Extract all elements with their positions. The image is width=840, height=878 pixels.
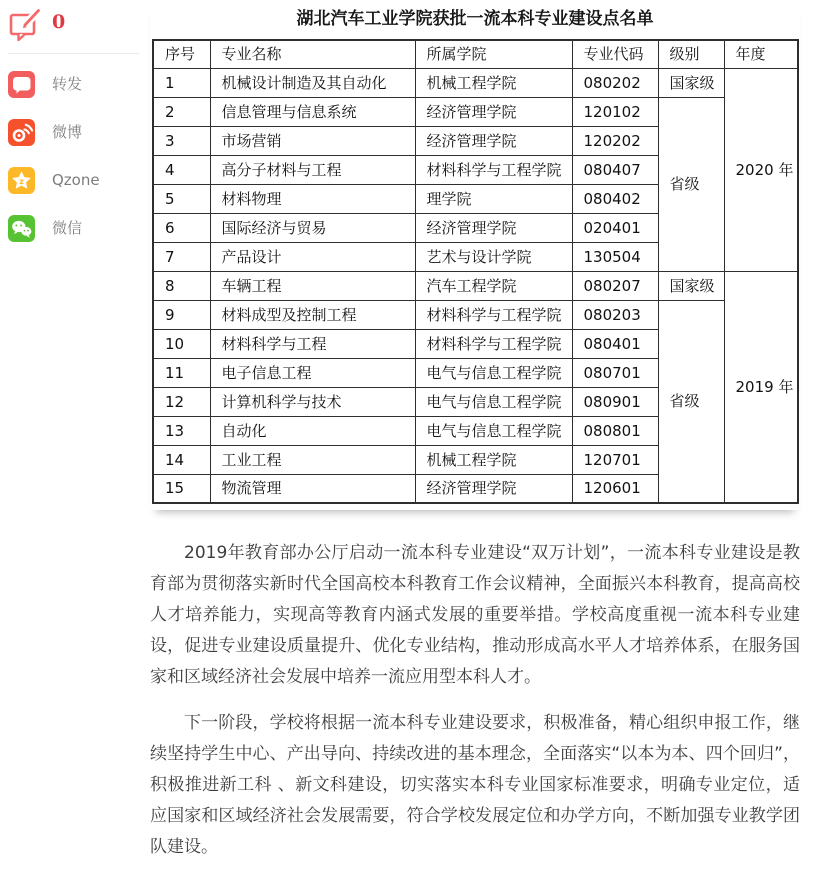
- share-item-qzone[interactable]: [8, 167, 139, 194]
- article-main: [150, 0, 800, 878]
- col-header-college: 所属学院: [415, 40, 572, 68]
- cell-no: 15: [153, 474, 210, 503]
- cell-college: 艺术与设计学院: [415, 242, 572, 271]
- comment-counter[interactable]: [8, 8, 139, 44]
- cell-level: 国家级: [658, 271, 724, 300]
- table-row: [153, 68, 798, 97]
- cell-no: 4: [153, 155, 210, 184]
- comment-count: 0: [52, 11, 66, 33]
- cell-no: 12: [153, 387, 210, 416]
- cell-major: 工业工程: [210, 445, 415, 474]
- cell-code: 080901: [572, 387, 658, 416]
- cell-level: 省级: [658, 300, 724, 503]
- cell-code: 080203: [572, 300, 658, 329]
- cell-no: 7: [153, 242, 210, 271]
- cell-major: 计算机科学与技术: [210, 387, 415, 416]
- compose-comment-icon: [8, 8, 42, 44]
- share-label: Qzone: [52, 171, 100, 189]
- share-item-forward[interactable]: [8, 71, 139, 98]
- cell-college: 材料科学与工程学院: [415, 329, 572, 358]
- cell-major: 电子信息工程: [210, 358, 415, 387]
- cell-major: 材料物理: [210, 184, 415, 213]
- table-row: [153, 271, 798, 300]
- cell-major: 机械设计制造及其自动化: [210, 68, 415, 97]
- cell-no: 11: [153, 358, 210, 387]
- cell-no: 8: [153, 271, 210, 300]
- cell-code: 130504: [572, 242, 658, 271]
- cell-level: 省级: [658, 97, 724, 271]
- cell-major: 信息管理与信息系统: [210, 97, 415, 126]
- cell-no: 6: [153, 213, 210, 242]
- wechat-icon: [8, 215, 35, 242]
- cell-college: 机械工程学院: [415, 445, 572, 474]
- cell-no: 13: [153, 416, 210, 445]
- cell-code: 080801: [572, 416, 658, 445]
- cell-code: 080402: [572, 184, 658, 213]
- cell-college: 经济管理学院: [415, 213, 572, 242]
- cell-college: 理学院: [415, 184, 572, 213]
- cell-college: 经济管理学院: [415, 97, 572, 126]
- share-sidebar: [8, 8, 139, 263]
- article-paragraph: 下一阶段，学校将根据一流本科专业建设要求，积极准备，精心组织申报工作，继续坚持学生中心、产出导向、持续改进的基本理念，全面落实“以本为本、四个回归”，积极推进新工科 、新文科建设，切实落实本科专业国家标准要求，明确专业定位，适应国家和区域经济社会发展需要，符合学校发展定位和办学方向，不断加强专业教学团队建设。: [150, 713, 800, 857]
- cell-code: 080207: [572, 271, 658, 300]
- cell-major: 车辆工程: [210, 271, 415, 300]
- cell-code: 120202: [572, 126, 658, 155]
- cell-college: 电气与信息工程学院: [415, 416, 572, 445]
- share-label: 转发: [52, 75, 83, 93]
- cell-college: 材料科学与工程学院: [415, 300, 572, 329]
- cell-college: 经济管理学院: [415, 474, 572, 503]
- svg-text:z: z: [19, 177, 24, 187]
- cell-code: 120102: [572, 97, 658, 126]
- share-item-weibo[interactable]: [8, 119, 139, 146]
- sidebar-divider: [8, 53, 139, 54]
- cell-college: 材料科学与工程学院: [415, 155, 572, 184]
- cell-major: 市场营销: [210, 126, 415, 155]
- cell-code: 020401: [572, 213, 658, 242]
- majors-table-image: [150, 0, 800, 510]
- share-label: 微信: [52, 219, 83, 237]
- cell-college: 汽车工程学院: [415, 271, 572, 300]
- cell-no: 2: [153, 97, 210, 126]
- col-header-year: 年度: [724, 40, 798, 68]
- table-header-row: [153, 40, 798, 68]
- table-row: [153, 97, 798, 126]
- cell-no: 9: [153, 300, 210, 329]
- cell-major: 自动化: [210, 416, 415, 445]
- cell-no: 1: [153, 68, 210, 97]
- cell-major: 产品设计: [210, 242, 415, 271]
- share-label: 微博: [52, 123, 83, 141]
- cell-major: 国际经济与贸易: [210, 213, 415, 242]
- cell-code: 080701: [572, 358, 658, 387]
- table-title: 湖北汽车工业学院获批一流本科专业建设点名单: [296, 9, 654, 29]
- cell-major: 高分子材料与工程: [210, 155, 415, 184]
- cell-major: 材料成型及控制工程: [210, 300, 415, 329]
- cell-year: 2020 年: [724, 68, 798, 271]
- col-header-level: 级别: [658, 40, 724, 68]
- cell-code: 080407: [572, 155, 658, 184]
- cell-college: 机械工程学院: [415, 68, 572, 97]
- cell-code: 120601: [572, 474, 658, 503]
- col-header-no: 序号: [153, 40, 210, 68]
- table-row: [153, 300, 798, 329]
- cell-code: 080202: [572, 68, 658, 97]
- col-header-code: 专业代码: [572, 40, 658, 68]
- cell-major: 物流管理: [210, 474, 415, 503]
- cell-no: 10: [153, 329, 210, 358]
- article-body: [150, 538, 800, 863]
- cell-level: 国家级: [658, 68, 724, 97]
- article-paragraph: 2019年教育部办公厅启动一流本科专业建设“双万计划”，一流本科专业建设是教育部为贯彻落实新时代全国高校本科教育工作会议精神，全面振兴本科教育，提高高校人才培养能力，实现高等教育内涵式发展的重要举措。学校高度重视一流本科专业建设，促进专业建设质量提升、优化专业结构，推动形成高水平人才培养体系，在服务国家和区域经济社会发展中培养一流应用型本科人才。: [150, 543, 800, 687]
- cell-code: 080401: [572, 329, 658, 358]
- col-header-major: 专业名称: [210, 40, 415, 68]
- qzone-icon: [8, 167, 35, 194]
- chat-bubble-icon: [8, 71, 35, 98]
- cell-college: 电气与信息工程学院: [415, 387, 572, 416]
- cell-college: 经济管理学院: [415, 126, 572, 155]
- cell-college: 电气与信息工程学院: [415, 358, 572, 387]
- share-list: [8, 71, 139, 242]
- cell-no: 5: [153, 184, 210, 213]
- weibo-icon: [8, 119, 35, 146]
- cell-code: 120701: [572, 445, 658, 474]
- cell-year: 2019 年: [724, 271, 798, 503]
- cell-no: 3: [153, 126, 210, 155]
- share-item-wechat[interactable]: [8, 215, 139, 242]
- cell-major: 材料科学与工程: [210, 329, 415, 358]
- majors-table: [152, 39, 799, 504]
- cell-no: 14: [153, 445, 210, 474]
